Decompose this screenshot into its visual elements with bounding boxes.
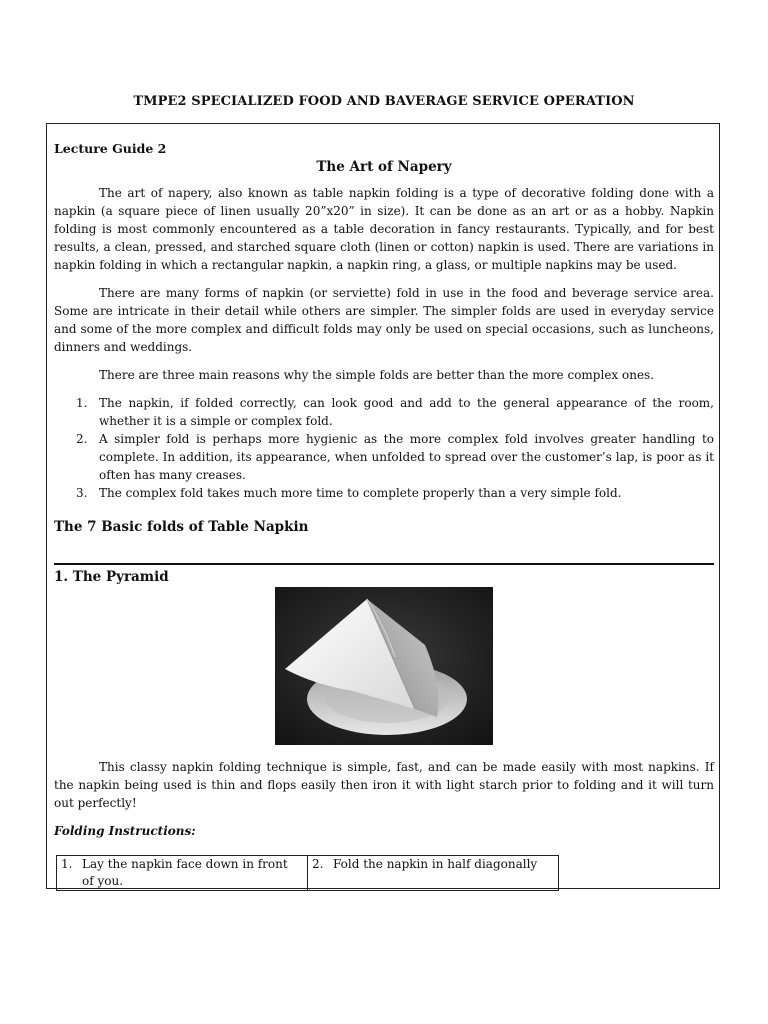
forms-paragraph: There are many forms of napkin (or serviette) fold in use in the food and beverage service area. Some are intricate in their detail while others are simpler. The simpler folds are used in everyday service and some of the more complex and difficult folds may only be used on special occasions, such as luncheons, dinners and weddings. [54,286,714,354]
list-item-number: 3. [76,486,88,500]
folding-steps-table [56,855,559,891]
page-header: TMPE2 SPECIALIZED FOOD AND BAVERAGE SERVICE OPERATION [133,94,635,109]
reasons-list [54,394,714,502]
folding-instructions-label: Folding Instructions: [54,824,196,838]
list-item-text: The complex fold takes much more time to complete properly than a very simple fold. [99,486,622,500]
step-cell [57,856,308,891]
pyramid-fold-heading: 1. The Pyramid [54,569,169,585]
list-item [54,430,714,484]
basic-folds-heading: The 7 Basic folds of Table Napkin [54,519,309,535]
list-item-text: A simpler fold is perhaps more hygienic as the more complex fold involves greater handling to complete. In addition, its appearance, when unfolded to spread over the customer’s lap, is poor as it often has many creases. [99,432,714,482]
table-row [57,856,559,891]
lecture-frame [46,123,720,889]
lecture-guide-label: Lecture Guide 2 [54,141,167,156]
step-text: Fold the napkin in half diagonally [333,857,538,871]
pyramid-description: This classy napkin folding technique is simple, fast, and can be made easily with most napkins. If the napkin being used is thin and flops easily then iron it with light starch prior to folding and it will turn out perfectly! [54,760,714,810]
step-number: 2. [312,857,324,871]
step-cell [308,856,559,891]
list-item-number: 2. [76,432,88,446]
list-item-number: 1. [76,396,88,410]
step-number: 1. [61,857,73,871]
section-divider [54,563,714,565]
list-item [54,394,714,430]
lecture-content [54,140,714,850]
intro-paragraph: The art of napery, also known as table napkin folding is a type of decorative folding done with a napkin (a square piece of linen usually 20”x20” in size). It can be done as an art or as a hobby. Napkin folding is most commonly encountered as a table decoration in fancy restaurants. Typically, and for best results, a clean, pressed, and starched square cloth (linen or cotton) napkin is used. There are variations in napkin folding in which a rectangular napkin, a napkin ring, a glass, or multiple napkins may be used. [54,186,714,272]
reasons-intro-paragraph: There are three main reasons why the simple folds are better than the more complex ones. [99,368,655,382]
list-item-text: The napkin, if folded correctly, can look good and add to the general appearance of the room, whether it is a simple or complex fold. [99,396,714,428]
list-item [54,484,714,502]
pyramid-napkin-photo [275,587,493,745]
document-title: The Art of Napery [316,159,452,175]
step-text: Lay the napkin face down in front of you. [82,857,288,888]
